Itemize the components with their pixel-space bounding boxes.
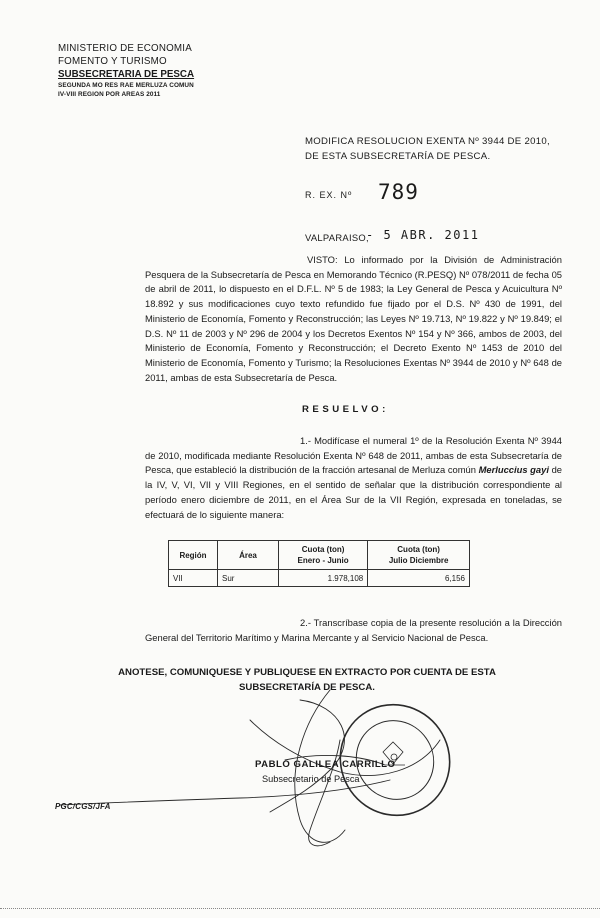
resolution-label: R. EX. Nº	[305, 190, 353, 200]
drafter-initials: PGC/CGS/JFA	[55, 802, 111, 811]
resuelvo-heading: RESUELVO:	[302, 404, 389, 415]
header-cuota-1-label: Cuota (ton)	[301, 545, 345, 554]
signatory-name: PABLO GALILEA CARRILLO	[255, 759, 396, 770]
signatory-title: Subsecretario de Pesca	[262, 774, 360, 784]
species-name: Merluccius gayi	[478, 464, 549, 476]
header-region: Región	[169, 541, 218, 570]
visto-paragraph: VISTO: Lo informado por la División de Administración Pesquera de la Subsecretaría de Pesca en Memorando Técnico (R.PESQ) Nº 078/2011 de fecha 05 de abril de 2011, lo dispuesto en el D.F.L. Nº 5 de 1983; la Ley General de Pesca y Acuicultura Nº 18.892 y sus modificaciones cuyo texto refundido fue fijado por el D.S. Nº 430 de 1991, del Ministerio de Economía, Fomento y Reconstrucción; las Leyes Nº 19.713, Nº 19.822 y Nº 19.849; el D.S. Nº 11 de 2003 y Nº 296 de 2004 y los Decretos Exentos Nº 154 y Nº 366, ambos de 2003, del Ministerio de Economía, Fomento y Reconstrucción; el Decreto Exento Nº 1453 de 2010 del Ministerio de Economía, Fomento y Turismo; la Resoluciones Exentas Nº 3944 de 2010 y Nº 648 de 2011, ambas de esta Subsecretaría de Pesca.	[145, 254, 562, 383]
date-stamp: - 5 ABR. 2011	[366, 228, 480, 242]
place-label: VALPARAISO,	[305, 232, 369, 243]
cell-cuota-2: 6,156	[368, 570, 470, 587]
article-2-paragraph: 2.- Transcríbase copia de la presente resolución a la Dirección General del Territorio Marítimo y Marina Mercante y al Servicio Nacional de Pesca.	[145, 617, 562, 643]
article-1-text-before: 1.- Modifícase el numeral 1º de la Resolución Exenta Nº 3944 de 2010, modificada mediante Resolución Exenta Nº 648 de 2011, ambas de esta Subsecretaría de Pesca, que estableció la distribución de la fracción artesanal de Merluza común	[145, 435, 562, 476]
resolution-number: 789	[378, 180, 419, 204]
file-reference-line1: SEGUNDA MO RES RAE MERLUZA COMUN	[58, 82, 194, 89]
page-bottom-divider	[0, 908, 600, 910]
header-cuota-2-period: Julio Diciembre	[388, 556, 449, 565]
cell-area: Sur	[218, 570, 279, 587]
header-cuota-2-label: Cuota (ton)	[397, 545, 440, 554]
document-subject: MODIFICA RESOLUCION EXENTA Nº 3944 DE 2010, DE ESTA SUBSECRETARÍA DE PESCA.	[305, 136, 550, 162]
subsecretaria-name: SUBSECRETARIA DE PESCA	[58, 69, 195, 80]
closing-formula: ANOTESE, COMUNIQUESE Y PUBLIQUESE EN EXTRACTO POR CUENTA DE ESTA SUBSECRETARÍA DE PESCA.	[118, 667, 496, 693]
cell-region: VII	[169, 570, 218, 587]
header-cuota-1-period: Enero - Junio	[297, 556, 349, 565]
article-1-text-after: de la IV, V, VI, VII y VIII Regiones, en el sentido de señalar que la distribución correspondiente al período enero diciembre de 2011, en el Área Sur de la VII Región, expresada en toneladas, se efectuará de lo siguiente manera:	[145, 464, 562, 520]
cell-cuota-1: 1.978,108	[279, 570, 368, 587]
file-reference-line2: IV-VIII REGION POR AREAS 2011	[58, 91, 161, 98]
header-area: Área	[218, 541, 279, 570]
ministry-name: MINISTERIO DE ECONOMIA	[58, 43, 192, 54]
ministry-subname: FOMENTO Y TURISMO	[58, 56, 167, 67]
